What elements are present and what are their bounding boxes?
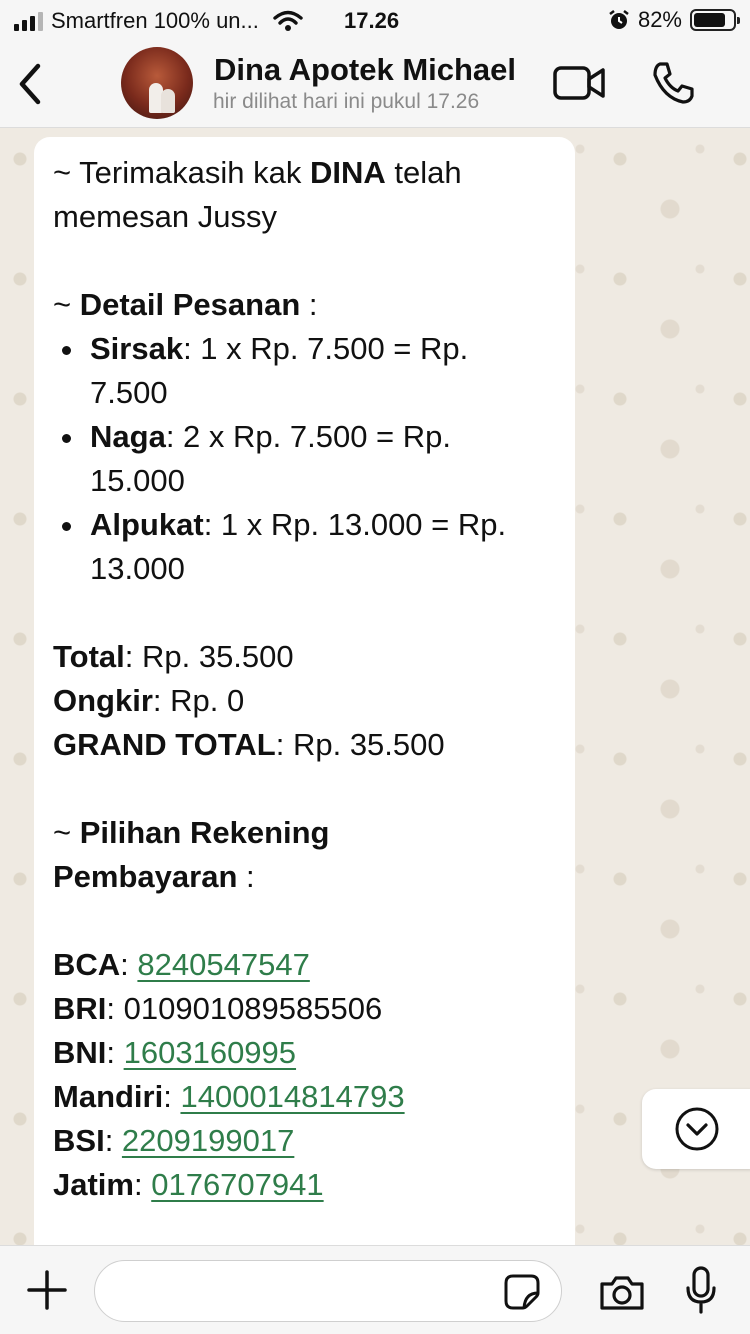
account-number-link[interactable]: 2209199017: [121, 1123, 295, 1158]
item-name: Alpukat: [90, 507, 204, 542]
account-number-link[interactable]: 8240547547: [137, 947, 310, 982]
bank-name: Mandiri: [53, 1079, 164, 1114]
totals-block: [53, 635, 555, 767]
bank-name: BSI: [53, 1123, 105, 1158]
order-item: [53, 327, 555, 415]
account-number-link[interactable]: 1603160995: [123, 1035, 297, 1070]
wifi-icon: [273, 10, 303, 32]
bank-account-line: Jatim: 0176707941: [53, 1167, 324, 1202]
item-price-line: : 2 x Rp. 7.500 = Rp.: [165, 419, 452, 454]
account-number: 010901089585506: [123, 991, 383, 1026]
clock: 17.26: [344, 8, 400, 33]
item-price-line: : 1 x Rp. 7.500 = Rp.: [183, 331, 469, 366]
bank-account-line: Mandiri: 1400014814793: [53, 1079, 405, 1114]
customer-name: DINA: [310, 155, 386, 190]
payment-heading-line-2: Pembayaran :: [53, 859, 255, 894]
message-input[interactable]: [94, 1260, 562, 1322]
item-subtotal: 13.000: [90, 551, 185, 586]
bank-account-line: BRI: 010901089585506: [53, 991, 383, 1026]
scroll-to-bottom-button[interactable]: [642, 1089, 750, 1169]
item-subtotal: 7.500: [90, 375, 168, 410]
item-subtotal: 15.000: [90, 463, 185, 498]
battery-percent: 82%: [637, 7, 682, 32]
bank-name: BNI: [53, 1035, 107, 1070]
microphone-icon[interactable]: [684, 1266, 718, 1314]
plus-icon[interactable]: [27, 1270, 67, 1310]
message-input-bar: [0, 1245, 750, 1334]
greeting-line: [53, 151, 555, 195]
payment-heading-line-1: ~ Pilihan Rekening: [53, 815, 330, 850]
bank-name: BCA: [53, 947, 121, 982]
sticker-icon[interactable]: [503, 1273, 541, 1311]
phone-call-icon[interactable]: [650, 60, 696, 106]
contact-name[interactable]: Dina Apotek Michael: [214, 52, 517, 87]
bank-accounts-list: [53, 943, 555, 1207]
chat-header: [0, 40, 750, 128]
bank-account-line: BCA: 8240547547: [53, 947, 310, 982]
status-bar: [0, 0, 750, 40]
message-bubble[interactable]: [34, 137, 575, 1245]
camera-icon[interactable]: [598, 1274, 646, 1312]
avatar[interactable]: [121, 47, 193, 119]
last-seen-status: hir dilihat hari ini pukul 17.26: [213, 90, 480, 113]
order-items-list: [53, 327, 555, 591]
total-line: Ongkir: Rp. 0: [53, 683, 245, 718]
carrier-name: Smartfren 100% un...: [51, 8, 259, 33]
chat-area[interactable]: [0, 129, 750, 1245]
item-price-line: : 1 x Rp. 13.000 = Rp.: [203, 507, 507, 542]
total-line: GRAND TOTAL: Rp. 35.500: [53, 727, 445, 762]
bank-name: Jatim: [53, 1167, 134, 1202]
order-item: [53, 503, 555, 591]
total-line: Total: Rp. 35.500: [53, 639, 294, 674]
detail-heading: ~ Detail Pesanan :: [53, 287, 318, 322]
account-number-link[interactable]: 0176707941: [151, 1167, 324, 1202]
item-name: Naga: [90, 419, 166, 454]
chevron-down-circle-icon: [674, 1106, 720, 1152]
greeting-suffix: telah: [385, 155, 462, 190]
bank-account-line: BSI: 2209199017: [53, 1123, 295, 1158]
video-call-icon[interactable]: [552, 64, 606, 102]
order-item: [53, 415, 555, 503]
battery-icon: [690, 9, 736, 31]
item-name: Sirsak: [90, 331, 184, 366]
signal-strength-icon: [14, 11, 43, 31]
bank-name: BRI: [53, 991, 107, 1026]
greeting-prefix: ~ Terimakasih kak: [53, 155, 311, 190]
alarm-icon: [608, 9, 630, 31]
back-chevron-icon[interactable]: [16, 62, 44, 106]
bank-account-line: BNI: 1603160995: [53, 1035, 297, 1070]
greeting-line-2: memesan Jussy: [53, 199, 277, 234]
account-number-link[interactable]: 1400014814793: [180, 1079, 405, 1114]
